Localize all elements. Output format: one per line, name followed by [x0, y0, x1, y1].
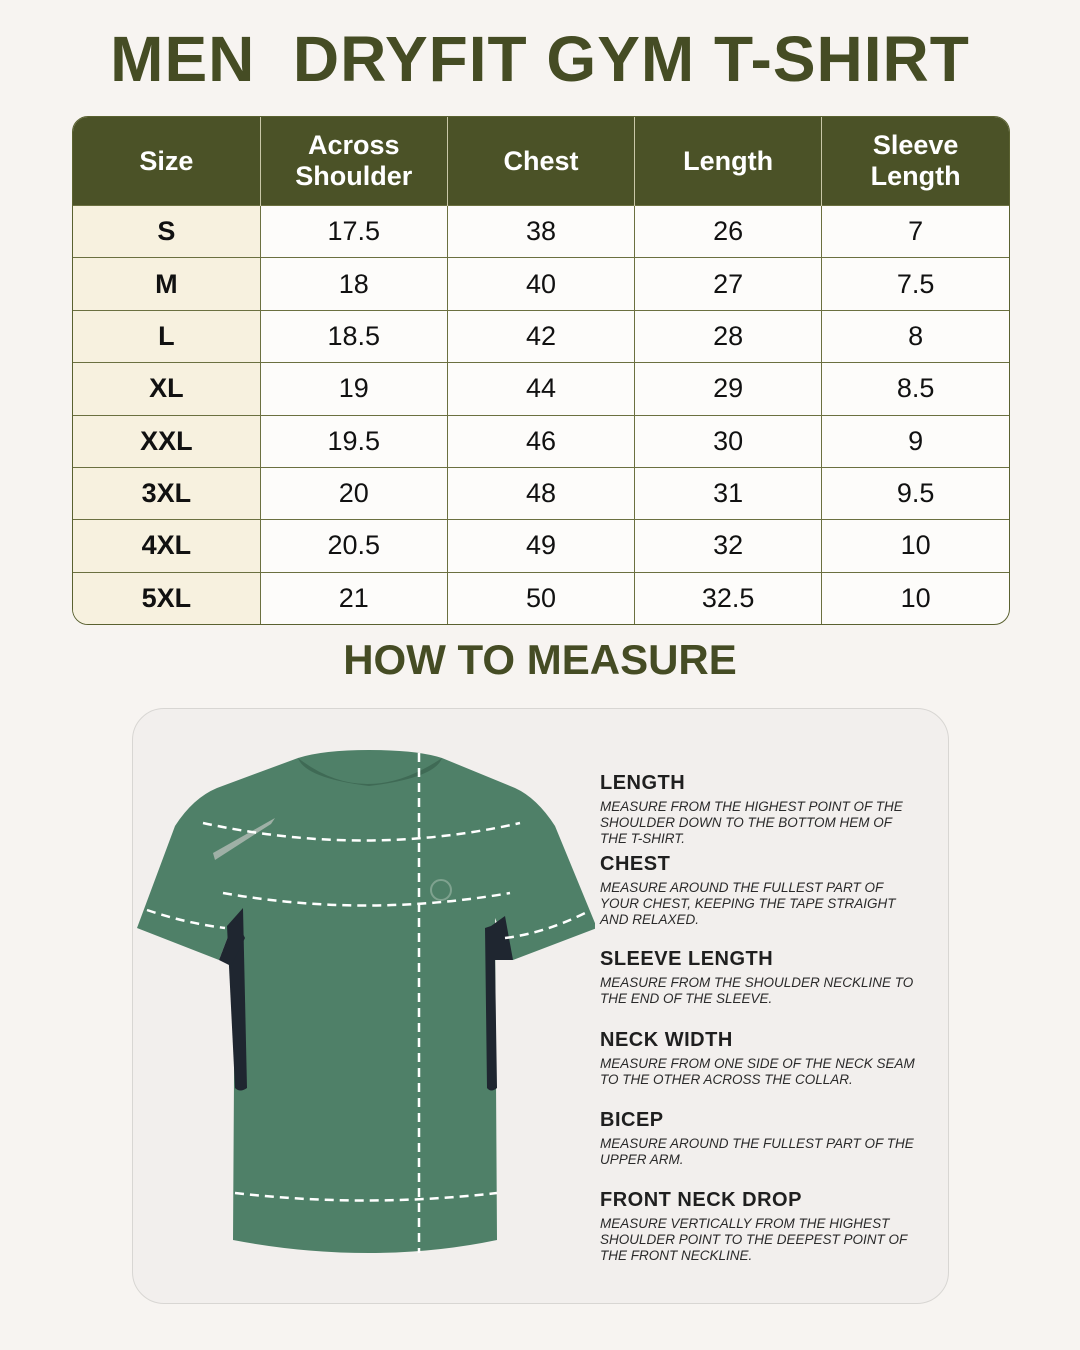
- header-length: Length: [635, 117, 822, 206]
- measurement-cell: 9: [822, 415, 1009, 467]
- measurement-cell: 30: [635, 415, 822, 467]
- measurement-cell: 7: [822, 206, 1009, 258]
- table-row: [73, 258, 1009, 310]
- measurement-cell: 19.5: [260, 415, 447, 467]
- side-panel-right: [485, 916, 513, 1091]
- measurement-cell: 38: [447, 206, 634, 258]
- measurement-cell: 31: [635, 467, 822, 519]
- guide-sleeve-length: SLEEVE LENGTH MEASURE FROM THE SHOULDER NECKLINE TO THE END OF THE SLEEVE.: [600, 948, 914, 1006]
- measurement-cell: 19: [260, 363, 447, 415]
- header-across-shoulder: Across Shoulder: [260, 117, 447, 206]
- measurement-cell: 46: [447, 415, 634, 467]
- size-cell: 3XL: [73, 467, 260, 519]
- size-cell: S: [73, 206, 260, 258]
- measurement-cell: 7.5: [822, 258, 1009, 310]
- measurement-cell: 42: [447, 310, 634, 362]
- how-to-measure-heading: HOW TO MEASURE: [343, 636, 737, 683]
- size-cell: XXL: [73, 415, 260, 467]
- size-cell: 4XL: [73, 520, 260, 572]
- measurement-cell: 10: [822, 520, 1009, 572]
- measurement-cell: 21: [260, 572, 447, 624]
- tshirt-illustration: [135, 748, 595, 1258]
- measurement-cell: 28: [635, 310, 822, 362]
- measurement-cell: 26: [635, 206, 822, 258]
- guide-front-neck-drop: FRONT NECK DROP MEASURE VERTICALLY FROM THE HIGHEST SHOULDER POINT TO THE DEEPEST POINT OF THE FRONT NECKLINE.: [600, 1189, 908, 1263]
- header-chest: Chest: [447, 117, 634, 206]
- guide-neck-width: NECK WIDTH MEASURE FROM ONE SIDE OF THE NECK SEAM TO THE OTHER ACROSS THE COLLAR.: [600, 1029, 915, 1087]
- size-cell: XL: [73, 363, 260, 415]
- measurement-cell: 32: [635, 520, 822, 572]
- measurement-cell: 9.5: [822, 467, 1009, 519]
- size-cell: M: [73, 258, 260, 310]
- measurement-cell: 48: [447, 467, 634, 519]
- guide-length: LENGTH MEASURE FROM THE HIGHEST POINT OF THE SHOULDER DOWN TO THE BOTTOM HEM OF THE T-SHIRT.: [600, 772, 903, 846]
- measurement-cell: 8: [822, 310, 1009, 362]
- size-cell: 5XL: [73, 572, 260, 624]
- table-row: [73, 572, 1009, 624]
- measurement-cell: 49: [447, 520, 634, 572]
- table-row: [73, 415, 1009, 467]
- table-row: [73, 310, 1009, 362]
- table-row: [73, 520, 1009, 572]
- page-title: MEN DRYFIT GYM T-SHIRT: [110, 23, 970, 95]
- measurement-cell: 18: [260, 258, 447, 310]
- table-row: [73, 467, 1009, 519]
- measurement-cell: 18.5: [260, 310, 447, 362]
- table-header-row: [73, 117, 1009, 206]
- measurement-cell: 29: [635, 363, 822, 415]
- measurement-cell: 27: [635, 258, 822, 310]
- measurement-cell: 20.5: [260, 520, 447, 572]
- guide-chest: CHEST MEASURE AROUND THE FULLEST PART OF YOUR CHEST, KEEPING THE TAPE STRAIGHT AND RELAXED.: [600, 853, 896, 927]
- size-chart-table: [72, 116, 1010, 625]
- table-row: [73, 363, 1009, 415]
- measurement-cell: 17.5: [260, 206, 447, 258]
- header-size: Size: [73, 117, 260, 206]
- measurement-cell: 44: [447, 363, 634, 415]
- tshirt-body: [137, 750, 595, 1253]
- measurement-cell: 40: [447, 258, 634, 310]
- measurement-cell: 32.5: [635, 572, 822, 624]
- measurement-cell: 50: [447, 572, 634, 624]
- measurement-cell: 20: [260, 467, 447, 519]
- size-cell: L: [73, 310, 260, 362]
- measurement-cell: 8.5: [822, 363, 1009, 415]
- table-row: [73, 206, 1009, 258]
- guide-bicep: BICEP MEASURE AROUND THE FULLEST PART OF THE UPPER ARM.: [600, 1109, 914, 1167]
- header-sleeve-length: Sleeve Length: [822, 117, 1009, 206]
- measurement-cell: 10: [822, 572, 1009, 624]
